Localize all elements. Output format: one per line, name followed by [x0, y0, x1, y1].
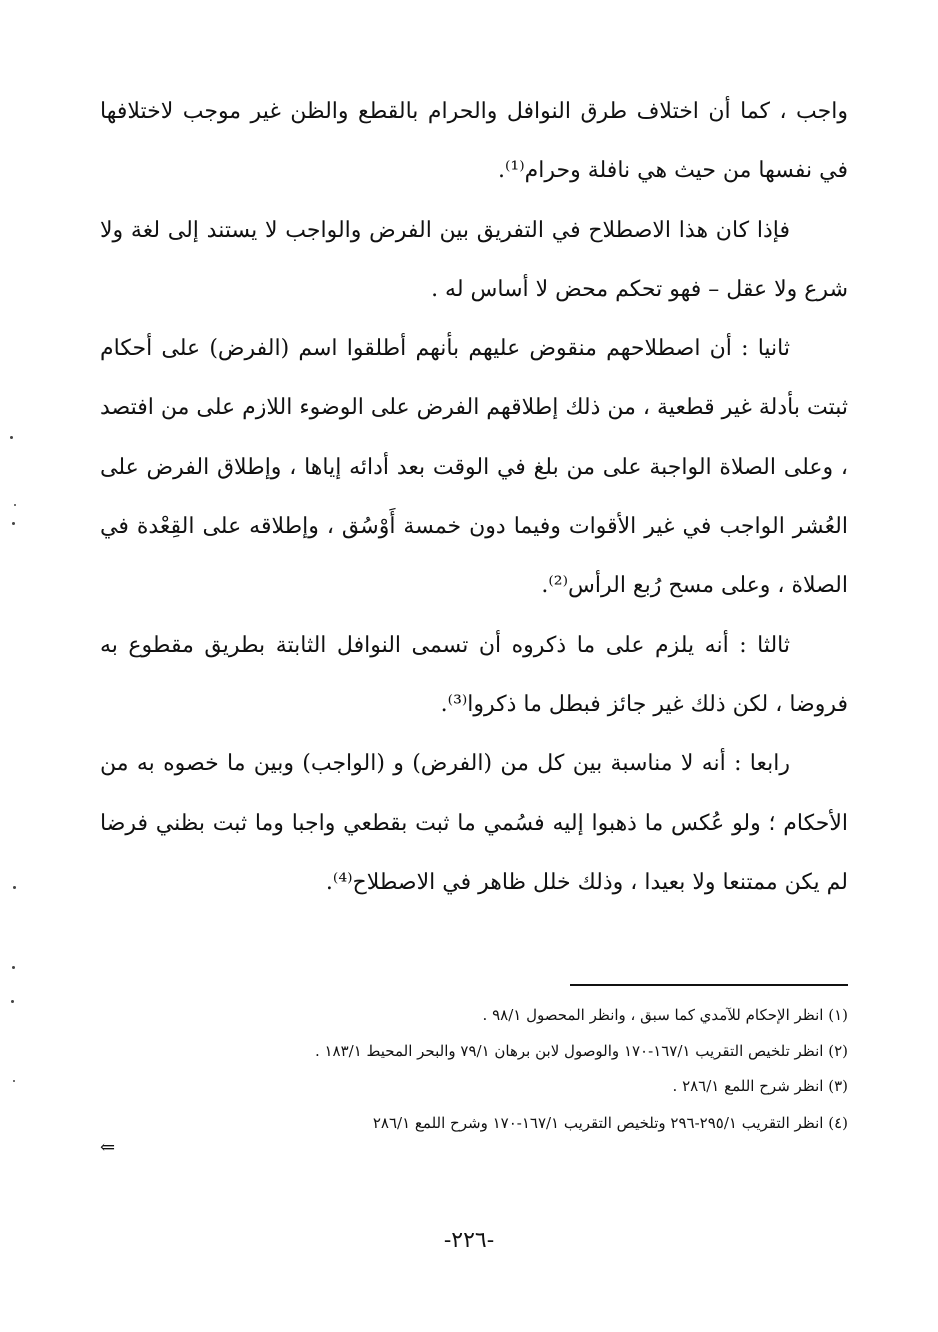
scan-speck	[13, 886, 16, 889]
scan-speck	[12, 522, 15, 525]
body-text	[100, 82, 848, 912]
paragraph-3: ثانيا : أن اصطلاحهم منقوض عليهم بأنهم أطلقوا اسم (الفرض) على أحكام ثبتت بأدلة غير قطعية ، من ذلك إطلاقهم الفرض على الوضوء اللازم على من افتصد ، وعلى الصلاة الواجبة على من بلغ في الوقت بعد أدائه إياها ، وإطلاق الفرض على العُشر الواجب في غير الأقوات وفيما دون خمسة أَوْسُق ، وإطلاقه على القِعْدة في الصلاة ، وعلى مسح رُبع الرأس⁽²⁾.	[100, 336, 848, 599]
paragraph-1: واجب ، كما أن اختلاف طرق النوافل والحرام بالقطع والظن غير موجب لاختلافها في نفسها من حيث هي نافلة وحرام⁽¹⁾.	[100, 99, 848, 184]
scan-speck	[10, 436, 13, 439]
footnote-1: (١) انظر الإحكام للآمدي كما سبق ، وانظر المحصول ٩٨/١ .	[482, 1006, 848, 1024]
scan-speck	[13, 1080, 15, 1082]
continuation-arrow-icon: ⇐	[100, 1136, 116, 1158]
footnote-separator	[570, 984, 848, 986]
scan-speck	[14, 504, 16, 506]
paragraph-2: فإذا كان هذا الاصطلاح في التفريق بين الفرض والواجب لا يستند إلى لغة ولا شرع ولا عقل – فهو تحكم محض لا أساس له .	[100, 217, 848, 302]
scan-speck	[12, 966, 15, 969]
footnote-2: (٢) انظر تلخيص التقريب ١٦٧/١-١٧٠ والوصول لابن برهان ٧٩/١ والبحر المحيط ١٨٣/١ .	[314, 1041, 848, 1060]
footnotes	[100, 998, 848, 1159]
footnote-4: (٤) انظر التقريب ٢٩٥/١-٢٩٦ وتلخيص التقريب ١٦٧/١-١٧٠ وشرح اللمع ٢٨٦/١	[372, 1113, 848, 1132]
scan-speck	[11, 1000, 14, 1003]
page-number: -٢٢٦-	[443, 1228, 495, 1253]
footnote-3: (٣) انظر شرح اللمع ٢٨٦/١ .	[672, 1077, 848, 1095]
paragraph-5: رابعا : أنه لا مناسبة بين كل من (الفرض) و (الواجب) وبين ما خصوه به من الأحكام ؛ ولو عُكس ما ذهبوا إليه فسُمي ما ثبت بقطعي واجبا وما ثبت بظني فرضا لم يكن ممتنعا ولا بعيدا ، وذلك خلل ظاهر في الاصطلاح⁽⁴⁾.	[100, 751, 848, 895]
paragraph-4: ثالثا : أنه يلزم على ما ذكروه أن تسمى النوافل الثابتة بطريق مقطوع به فروضا ، لكن ذلك غير جائز فبطل ما ذكروا⁽³⁾.	[100, 632, 848, 717]
